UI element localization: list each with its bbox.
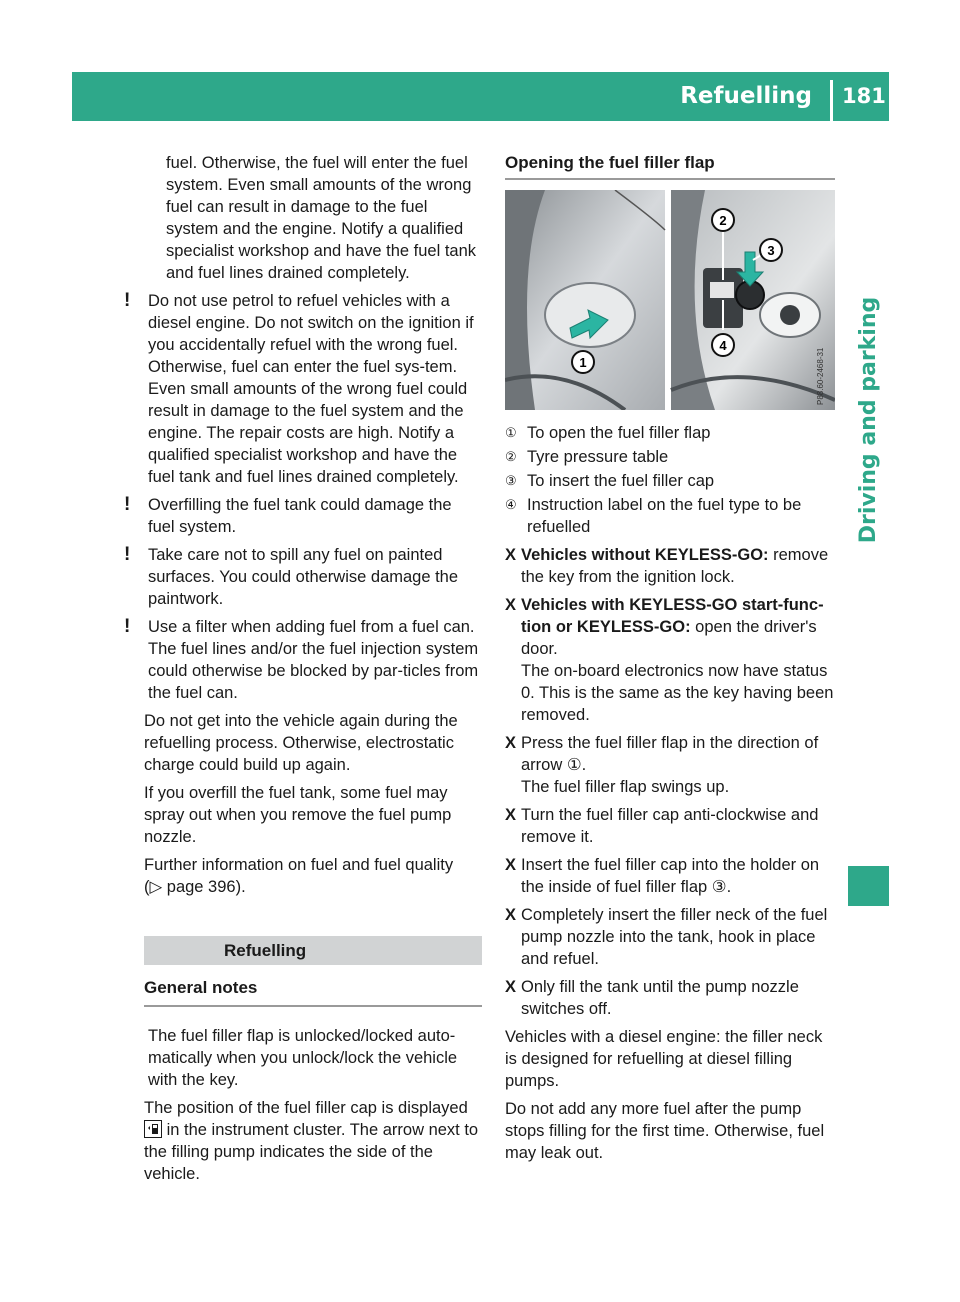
paragraph — [144, 854, 482, 898]
warning-text: Do not use petrol to refuel vehicles with a diesel engine. Do not switch on the ignition if you accidentally refuel with the wrong fuel. Otherwise, fuel can enter the fuel sys-tem. Even small amounts of the wrong fuel could result in damage to the fuel system and the engine. The repair costs are high. Notify a qualified specialist workshop and have the fuel tank and fuel lines drained completely. — [148, 292, 474, 486]
step-marker: X — [505, 806, 517, 824]
legend-number: ① — [505, 425, 517, 440]
step-marker: X — [505, 734, 517, 752]
left-column — [124, 152, 482, 1191]
instruction-step — [505, 804, 835, 848]
legend-text: To open the fuel filler flap — [527, 424, 711, 442]
warning-text: Use a filter when adding fuel from a fuel can. The fuel lines and/or the fuel injection system could otherwise be blocked by par-ticles from the fuel can. — [148, 618, 479, 702]
figure-code: P88.60-2468-31 — [816, 347, 825, 405]
step-text: Press the fuel filler flap in the direction of arrow ①. — [521, 734, 819, 774]
instruction-step — [505, 904, 835, 970]
section-marker — [848, 866, 889, 906]
legend-number: ② — [505, 449, 517, 464]
callout-3 — [760, 239, 782, 261]
warning-icon: ! — [124, 494, 131, 515]
step-marker: X — [505, 596, 517, 614]
warning-item — [124, 544, 482, 610]
warning-item — [124, 494, 482, 538]
step-marker: X — [505, 856, 517, 874]
subsection-title: General notes — [144, 977, 482, 1007]
step-condition: Vehicles without KEYLESS-GO: — [521, 546, 769, 564]
step-text: Only fill the tank until the pump nozzle switches off. — [521, 978, 799, 1018]
step-marker: X — [505, 978, 517, 996]
figure-panel-left — [505, 190, 665, 410]
figure-panel-right — [671, 190, 835, 410]
paragraph: Do not get into the vehicle again during the refuelling process. Otherwise, electrostatic charge could build up again. — [144, 712, 458, 774]
legend-item — [505, 494, 835, 538]
legend-text: To insert the fuel filler cap — [527, 472, 715, 490]
warning-icon: ! — [124, 290, 131, 311]
step-text: remove the key from the ignition lock. — [521, 546, 829, 586]
step-result: The on-board electronics now have status 0. This is the same as the key having been removed. — [521, 662, 834, 724]
warning-item — [124, 290, 482, 488]
intro-text: fuel. Otherwise, the fuel will enter the fuel system. Even small amounts of the wrong fuel can result in damage to the fuel system and the engine. Notify a qualified specialist workshop and have the fuel tank and fuel lines drained completely. — [166, 154, 477, 282]
section-tab — [848, 220, 889, 620]
page-reference-link[interactable]: (▷ page 396). — [144, 878, 246, 896]
header-divider — [830, 80, 833, 121]
step-text: Insert the fuel filler cap into the holder on the inside of fuel filler flap ③. — [521, 856, 820, 896]
warning-icon: ! — [124, 544, 131, 565]
right-column — [505, 152, 835, 1170]
legend-item — [505, 422, 835, 444]
fuel-filler-flap-figure — [505, 190, 835, 410]
step-text: Completely insert the filler neck of the fuel pump nozzle into the tank, hook in place and refuel. — [521, 906, 828, 968]
section-tab-label: Driving and parking — [856, 296, 881, 544]
step-text: Turn the fuel filler cap anti-clockwise and remove it. — [521, 806, 819, 846]
page-number: 181 — [842, 84, 886, 108]
callout-1 — [572, 351, 594, 373]
svg-text:4: 4 — [719, 338, 727, 353]
step-result: The fuel filler flap swings up. — [521, 778, 730, 796]
warning-item — [124, 616, 482, 704]
step-condition: Vehicles with KEYLESS-GO start-func-tion or KEYLESS-GO: — [521, 596, 824, 636]
instruction-step — [505, 594, 835, 726]
step-text: open the driver's door. — [521, 618, 817, 658]
warning-icon: ! — [124, 616, 131, 637]
callout-2 — [712, 209, 734, 231]
warning-text: Take care not to spill any fuel on painted surfaces. You could otherwise damage the paintwork. — [148, 546, 459, 608]
paragraph: If you overfill the fuel tank, some fuel may spray out when you remove the fuel pump nozzle. — [144, 784, 452, 846]
paragraph: The fuel filler flap is unlocked/locked auto-matically when you unlock/lock the vehicle with the key. — [148, 1027, 458, 1089]
fuel-pump-icon — [144, 1121, 167, 1139]
warning-text: Overfilling the fuel tank could damage the fuel system. — [148, 496, 452, 536]
section-title: Refuelling — [144, 936, 482, 965]
callout-4 — [712, 334, 734, 356]
paragraph-text: The position of the fuel filler cap is displayed — [144, 1099, 468, 1117]
legend-item — [505, 470, 835, 492]
instruction-step — [505, 732, 835, 798]
section-title: Opening the fuel filler flap — [505, 152, 835, 180]
legend-number: ④ — [505, 497, 517, 512]
instruction-step — [505, 544, 835, 588]
svg-text:1: 1 — [579, 355, 587, 370]
legend-number: ③ — [505, 473, 517, 488]
legend-text: Tyre pressure table — [527, 448, 669, 466]
step-marker: X — [505, 546, 517, 564]
header-title: Refuelling — [680, 83, 812, 109]
paragraph: Do not add any more fuel after the pump stops filling for the first time. Otherwise, fuel may leak out. — [505, 1100, 825, 1162]
paragraph — [144, 1097, 482, 1185]
svg-text:3: 3 — [767, 243, 775, 258]
paragraph-text: in the instrument cluster. The arrow next to the filling pump indicates the side of the vehicle. — [144, 1121, 479, 1183]
step-marker: X — [505, 906, 517, 924]
legend-item — [505, 446, 835, 468]
legend-text: Instruction label on the fuel type to be refuelled — [527, 496, 802, 536]
instruction-step — [505, 976, 835, 1020]
paragraph-text: Further information on fuel and fuel quality — [144, 856, 454, 874]
instruction-step — [505, 854, 835, 898]
svg-text:2: 2 — [719, 213, 727, 228]
paragraph: Vehicles with a diesel engine: the filler neck is designed for refuelling at diesel filling pumps. — [505, 1028, 823, 1090]
header-bar — [72, 72, 889, 121]
